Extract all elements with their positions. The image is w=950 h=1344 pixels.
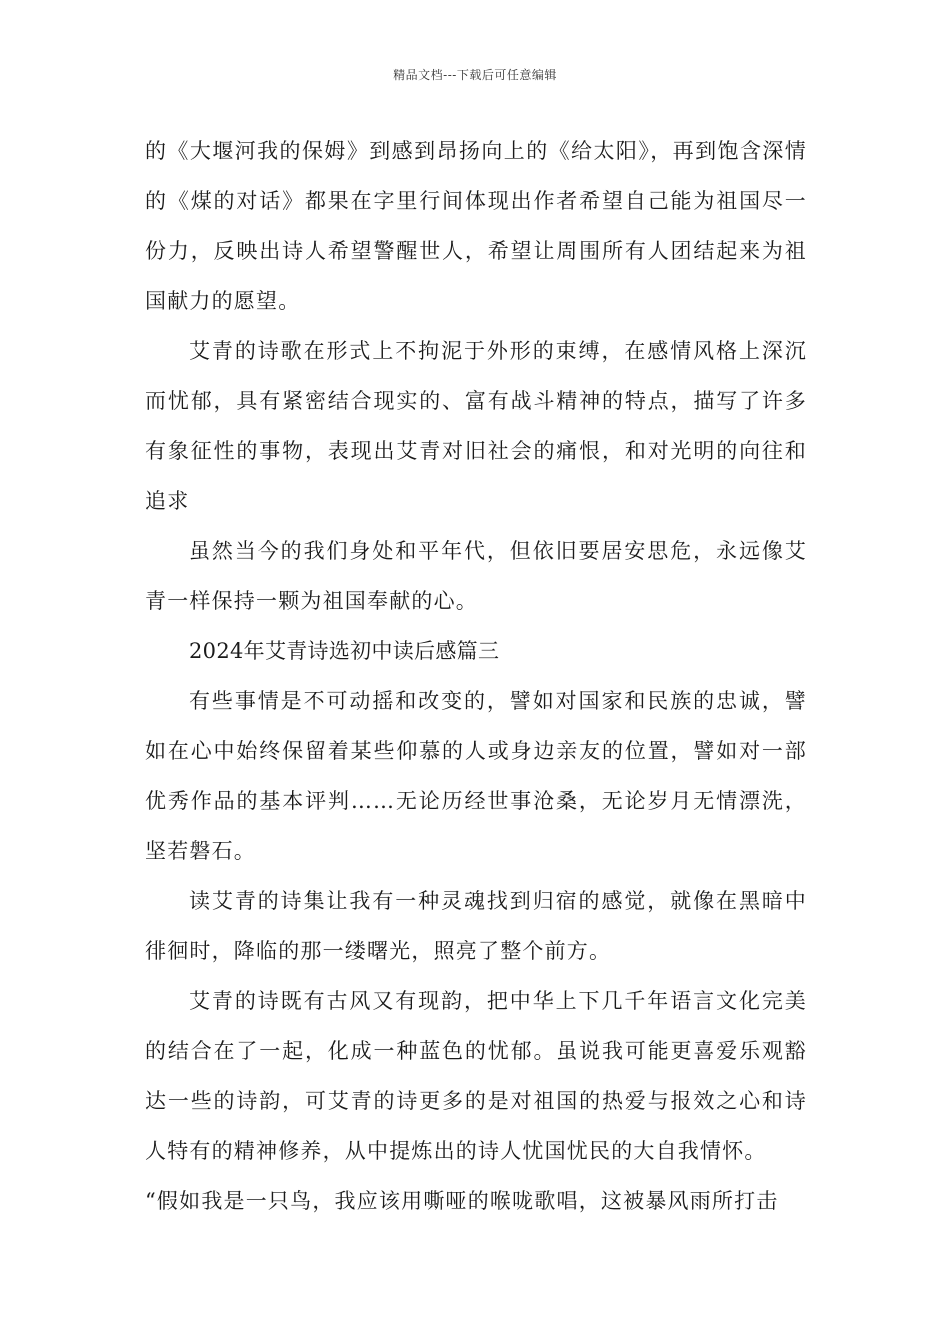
- paragraph-2: 艾青的诗歌在形式上不拘泥于外形的束缚，在感情风格上深沉而忧郁，具有紧密结合现实的、富有战斗精神的特点，描写了许多有象征性的事物，表现出艾青对旧社会的痛恨，和对光明的向往和追求: [145, 339, 807, 513]
- document-body: [145, 126, 807, 1226]
- paragraph-4: 有些事情是不可动摇和改变的，譬如对国家和民族的忠诚，譬如在心中始终保留着某些仰慕的人或身边亲友的位置，譬如对一部优秀作品的基本评判……无论历经世事沧桑，无论岁月无情漂洗，坚若磐石。: [145, 689, 807, 863]
- paragraph-6: 艾青的诗既有古风又有现韵，把中华上下几千年语言文化完美的结合在了一起，化成一种蓝色的忧郁。虽说我可能更喜爱乐观豁达一些的诗韵，可艾青的诗更多的是对祖国的热爱与报效之心和诗人特有的精神修养，从中提炼出的诗人忧国忧民的大自我情怀。: [145, 989, 807, 1163]
- section-heading: 2024年艾青诗选初中读后感篇三: [189, 639, 500, 663]
- paragraph-3: 虽然当今的我们身处和平年代，但依旧要居安思危，永远像艾青一样保持一颗为祖国奉献的心。: [145, 539, 807, 613]
- paragraph-7: “假如我是一只鸟，我应该用嘶哑的喉咙歌唱，这被暴风雨所打击: [145, 1189, 779, 1213]
- page-header: 精品文档---下载后可任意编辑: [393, 68, 557, 82]
- paragraph-1: 的《大堰河我的保姆》到感到昂扬向上的《给太阳》，再到饱含深情的《煤的对话》都果在字里行间体现出作者希望自己能为祖国尽一份力，反映出诗人希望警醒世人，希望让周围所有人团结起来为祖国献力的愿望。: [145, 139, 807, 313]
- paragraph-5: 读艾青的诗集让我有一种灵魂找到归宿的感觉，就像在黑暗中徘徊时，降临的那一缕曙光，照亮了整个前方。: [145, 889, 807, 963]
